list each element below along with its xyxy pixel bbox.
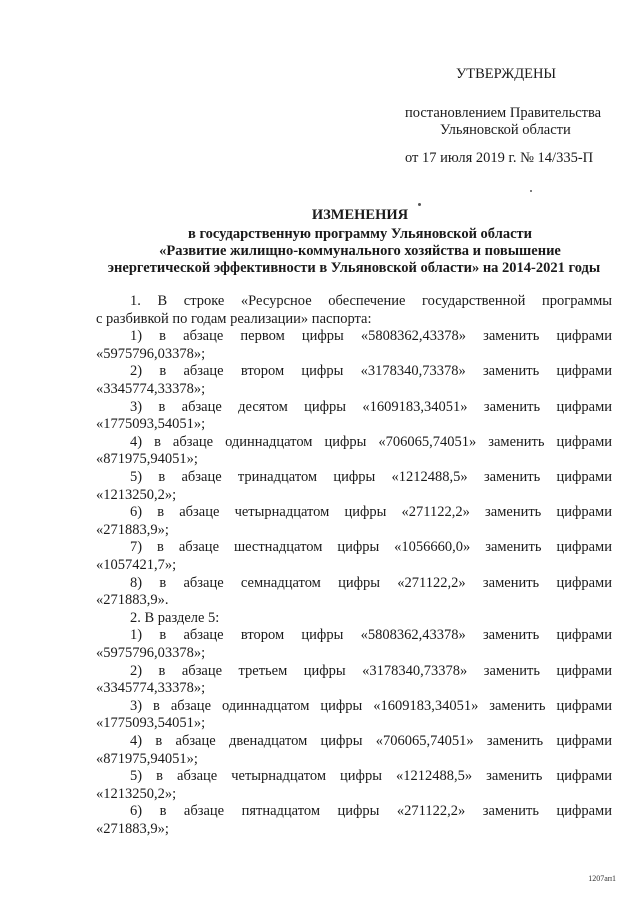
body-line: 1) в абзаце первом цифры «5808362,43378» заменить цифрами — [130, 328, 612, 345]
body-line: 4) в абзаце одиннадцатом цифры «706065,74051» заменить цифрами — [130, 433, 612, 450]
body-line: 3) в абзаце десятом цифры «1609183,34051» заменить цифрами — [130, 398, 612, 415]
body-line: 6) в абзаце четырнадцатом цифры «271122,2» заменить цифрами — [130, 504, 612, 521]
approval-date-number: от 17 июля 2019 г. № 14/335-П — [405, 150, 594, 166]
body-line: «5975796,03378»; — [96, 345, 206, 362]
doc-subtitle-2: «Развитие жилищно-коммунального хозяйства и повышение — [159, 243, 561, 259]
body-line: 4) в абзаце двенадцатом цифры «706065,74051» заменить цифрами — [130, 733, 612, 749]
body-line: 2. В разделе 5: — [130, 609, 220, 626]
body-line: 7) в абзаце шестнадцатом цифры «1056660,0» заменить цифрами — [130, 539, 612, 556]
body-line: «1775093,54051»; — [96, 416, 206, 433]
approval-region: Ульяновской области — [440, 122, 571, 138]
body-line: «271883,9»; — [96, 821, 169, 837]
body-line: «1057421,7»; — [96, 557, 177, 573]
body-line: 3) в абзаце одиннадцатом цифры «1609183,34051» заменить цифрами — [130, 697, 612, 714]
body-line: «1213250,2»; — [96, 486, 177, 503]
body-line: 2) в абзаце третьем цифры «3178340,73378» заменить цифрами — [130, 662, 612, 679]
body-line: 5) в абзаце четырнадцатом цифры «1212488,5» заменить цифрами — [130, 768, 612, 785]
doc-subtitle-3: энергетической эффективности в Ульяновской области» на 2014-2021 годы — [107, 260, 601, 276]
scan-speck — [530, 190, 532, 192]
doc-subtitle-1: в государственную программу Ульяновской области — [187, 226, 532, 242]
body-line: 1. В строке «Ресурсное обеспечение государственной программы — [130, 293, 612, 309]
body-line: «3345774,33378»; — [96, 680, 206, 697]
body-line: «3345774,33378»; — [96, 381, 206, 397]
body-line: «871975,94051»; — [96, 451, 198, 468]
body-line: «271883,9». — [96, 592, 169, 609]
footer-document-code: 1207ап1 — [588, 874, 616, 883]
body-line: «5975796,03378»; — [96, 645, 206, 661]
scan-speck — [418, 203, 421, 206]
approval-resolution: постановлением Правительства — [405, 105, 602, 121]
body-line: 5) в абзаце тринадцатом цифры «1212488,5» заменить цифрами — [130, 469, 612, 485]
body-line: 8) в абзаце семнадцатом цифры «271122,2» заменить цифрами — [130, 574, 612, 591]
approval-heading: УТВЕРЖДЕНЫ — [456, 66, 557, 82]
body-line: «1213250,2»; — [96, 785, 177, 802]
body-line: «871975,94051»; — [96, 750, 198, 767]
body-line: 6) в абзаце пятнадцатом цифры «271122,2» заменить цифрами — [130, 803, 612, 820]
body-line: «271883,9»; — [96, 521, 169, 538]
body-line: «1775093,54051»; — [96, 715, 206, 732]
body-line: 1) в абзаце втором цифры «5808362,43378» заменить цифрами — [130, 627, 612, 644]
body-line: 2) в абзаце втором цифры «3178340,73378» заменить цифрами — [130, 363, 612, 380]
doc-title: ИЗМЕНЕНИЯ — [311, 207, 409, 223]
body-line: с разбивкой по годам реализации» паспорта: — [96, 310, 372, 327]
